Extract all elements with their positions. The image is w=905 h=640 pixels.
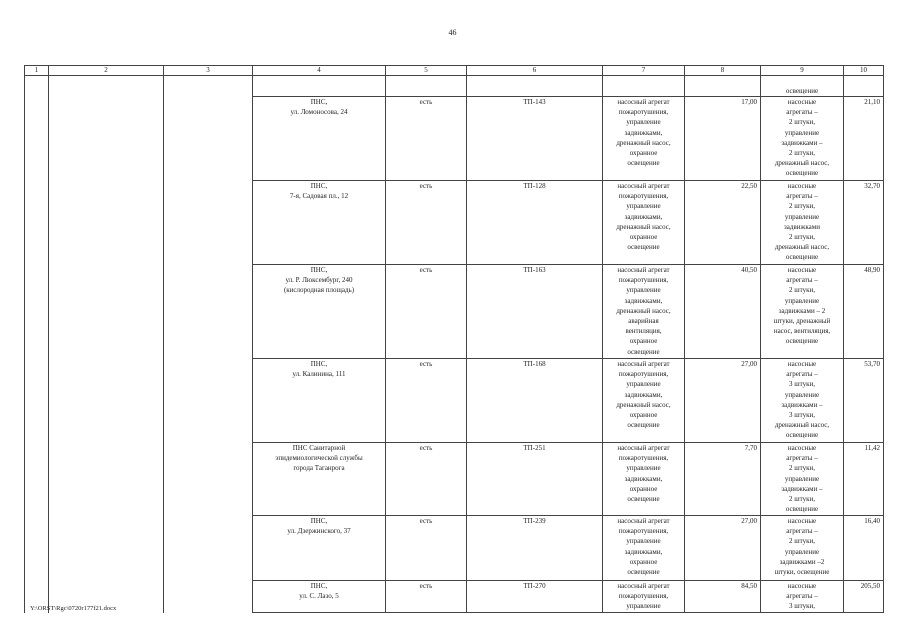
equipment-cell-line: пожаротушения, <box>618 276 669 285</box>
equipment-cell <box>603 359 685 443</box>
object-name-cell <box>253 443 386 516</box>
object-name-cell-line: ул. Ломоносова, 24 <box>290 108 348 117</box>
units-cell-line: агрегаты – <box>786 592 818 601</box>
units-cell-line: задвижками – <box>781 400 823 409</box>
equipment-cell-line: управление <box>626 118 661 127</box>
equipment-cell-line: задвижками, <box>624 296 663 305</box>
units-cell-line: агрегаты – <box>786 527 818 536</box>
units-cell-line: 3 штуки, <box>788 380 815 389</box>
equipment-cell-line: пожаротушения, <box>618 592 669 601</box>
equipment-cell-line: освещение <box>627 421 660 430</box>
units-cell <box>761 181 844 265</box>
substation-cell: ТП-168 <box>467 359 603 443</box>
power-cell: 40,50 <box>685 265 761 359</box>
value-cell: 32,70 <box>844 181 884 265</box>
units-cell-line: освещение <box>785 337 819 346</box>
units-cell-line: задвижками – <box>781 138 823 147</box>
presence-cell: есть <box>386 181 467 265</box>
units-cell-line: агрегаты – <box>786 192 818 201</box>
units-cell <box>761 359 844 443</box>
units-cell-line: насосные <box>787 360 817 368</box>
units-cell-line: 2 штуки, <box>788 149 815 158</box>
equipment-cell-line: управление <box>626 202 661 211</box>
units-cell-line: задвижками – 2 <box>778 306 826 315</box>
equipment-cell-line: охранное <box>629 411 658 420</box>
equipment-cell-line: охранное <box>629 337 658 346</box>
col-header-4: 4 <box>253 66 386 76</box>
units-cell-line: освещение <box>785 431 819 440</box>
power-cell: 7,70 <box>685 443 761 516</box>
units-cell <box>761 265 844 359</box>
equipment-cell-line: пожаротушения, <box>618 454 669 463</box>
equipment-cell-line: управление <box>626 602 661 611</box>
col-header-5: 5 <box>386 66 467 76</box>
value-cell: 11,42 <box>844 443 884 516</box>
equipment-cell-line: задвижками, <box>624 474 663 483</box>
units-cell-line: задвижками – <box>781 484 823 493</box>
object-name-cell <box>253 359 386 443</box>
value-cell: 48,90 <box>844 265 884 359</box>
units-cell-line: освещение <box>785 253 819 262</box>
equipment-cell-line: аварийная <box>628 317 659 326</box>
equipment-cell-line: освещение <box>627 159 660 168</box>
equipment-cell-line: дренажный насос, <box>616 306 671 315</box>
object-name-cell-line: ПНС, <box>310 517 328 525</box>
equipment-cell-line: пожаротушения, <box>618 192 669 201</box>
object-name-cell-line: ул. С. Лазо, 5 <box>299 592 339 601</box>
units-cell-line: управление <box>784 547 820 556</box>
object-name-cell-line: ПНС, <box>310 182 328 190</box>
cell-col6 <box>467 76 603 97</box>
equipment-cell-line: охранное <box>629 233 658 242</box>
equipment-cell-line: управление <box>626 286 661 295</box>
col-header-7: 7 <box>603 66 685 76</box>
object-name-cell-line: ул. Р. Люксембург, 240 <box>285 276 353 285</box>
cell-col2 <box>49 76 164 613</box>
units-cell-line: штуки, дренажный <box>773 317 831 326</box>
units-cell-line: 2 штуки, <box>788 537 815 546</box>
object-name-cell <box>253 181 386 265</box>
units-cell-line: 2 штуки, <box>788 495 815 504</box>
equipment-cell-line: насосный агрегат <box>617 98 670 106</box>
object-name-cell-line: эпидемиологической службы <box>275 454 363 463</box>
equipment-cell <box>603 265 685 359</box>
equipment-cell <box>603 181 685 265</box>
col-header-8: 8 <box>685 66 761 76</box>
object-name-cell <box>253 265 386 359</box>
equipment-cell-line: вентиляция, <box>625 327 662 336</box>
units-cell-line: агрегаты – <box>786 370 818 379</box>
units-cell-line: насосные <box>787 582 817 590</box>
units-cell-line: управление <box>784 474 820 483</box>
cell-col3 <box>164 76 253 613</box>
presence-cell: есть <box>386 359 467 443</box>
value-cell: 16,40 <box>844 516 884 581</box>
units-cell-line: агрегаты – <box>786 276 818 285</box>
units-cell-line: агрегаты – <box>786 454 818 463</box>
equipment-cell-line: пожаротушения, <box>618 370 669 379</box>
presence-cell: есть <box>386 443 467 516</box>
cell-col8 <box>685 76 761 97</box>
col-header-3: 3 <box>164 66 253 76</box>
power-cell: 84,50 <box>685 581 761 613</box>
equipment-cell-line: дренажный насос, <box>616 222 671 231</box>
units-cell <box>761 443 844 516</box>
equipment-cell-line: освещение <box>627 495 660 504</box>
units-cell <box>761 516 844 581</box>
equipment-cell <box>603 97 685 181</box>
presence-cell: есть <box>386 581 467 613</box>
units-cell-line: задвижками <box>784 222 820 231</box>
units-cell-line: насосные <box>787 266 817 274</box>
col-header-1: 1 <box>25 66 49 76</box>
units-cell-line: 2 штуки, <box>788 233 815 242</box>
units-cell-line: насосные <box>787 182 817 190</box>
object-name-cell <box>253 516 386 581</box>
col-header-10: 10 <box>844 66 884 76</box>
object-name-cell <box>253 581 386 613</box>
units-cell-line: насосные <box>787 98 817 106</box>
units-cell-line: управление <box>784 212 820 221</box>
units-cell-line: 3 штуки, <box>788 602 815 611</box>
continuation-row <box>25 76 884 97</box>
equipment-cell-line: задвижками, <box>624 212 663 221</box>
units-cell-line: 2 штуки, <box>788 464 815 473</box>
equipment-cell-line: освещение <box>627 347 660 356</box>
value-cell: 21,10 <box>844 97 884 181</box>
equipment-cell-line: насосный агрегат <box>617 266 670 274</box>
units-cell <box>761 97 844 181</box>
equipment-cell-line: управление <box>626 537 661 546</box>
substation-cell: ТП-239 <box>467 516 603 581</box>
units-cell-line: 2 штуки, <box>788 202 815 211</box>
object-name-cell-line: 7-я, Садовая пл., 12 <box>289 192 349 201</box>
value-cell: 53,70 <box>844 359 884 443</box>
equipment-cell <box>603 516 685 581</box>
substation-cell: ТП-270 <box>467 581 603 613</box>
cell-col10 <box>844 76 884 97</box>
power-cell: 22,50 <box>685 181 761 265</box>
units-cell-line: освещение <box>785 169 819 178</box>
equipment-cell-line: управление <box>626 380 661 389</box>
equipment-cell-line: охранное <box>629 484 658 493</box>
units-cell-line: дренажный насос, <box>774 243 830 252</box>
units-cell <box>761 581 844 613</box>
cell-col9: освещение <box>761 76 844 97</box>
units-cell-line: освещение <box>785 505 819 514</box>
units-cell-line: 2 штуки, <box>788 286 815 295</box>
equipment-cell-line: насосный агрегат <box>617 517 670 525</box>
equipment-cell-line: охранное <box>629 557 658 566</box>
units-cell-line: насосные <box>787 444 817 452</box>
units-cell-line: дренажный насос, <box>774 159 830 168</box>
equipment-cell-line: насосный агрегат <box>617 444 670 452</box>
cell-col7 <box>603 76 685 97</box>
page-number: 46 <box>448 28 457 37</box>
equipment-cell-line: управление <box>626 464 661 473</box>
units-cell-line: агрегаты – <box>786 108 818 117</box>
power-cell: 17,00 <box>685 97 761 181</box>
substation-cell: ТП-163 <box>467 265 603 359</box>
equipment-cell-line: задвижками, <box>624 390 663 399</box>
object-name-cell-line: ул. Дзержинского, 37 <box>287 527 351 536</box>
units-cell-line: насос, вентиляция, <box>773 327 831 336</box>
cell-col1 <box>25 76 49 613</box>
substation-cell: ТП-128 <box>467 181 603 265</box>
object-name-cell <box>253 97 386 181</box>
object-name-cell-line: ПНС, <box>310 360 328 368</box>
units-cell-line: штуки, освещение <box>774 568 830 577</box>
equipment-cell-line: насосный агрегат <box>617 582 670 590</box>
equipment-cell-line: пожаротушения, <box>618 108 669 117</box>
header-row <box>25 66 884 76</box>
power-cell: 27,00 <box>685 516 761 581</box>
data-table <box>24 65 884 613</box>
value-cell: 205,50 <box>844 581 884 613</box>
presence-cell: есть <box>386 516 467 581</box>
equipment-cell-line: задвижками, <box>624 547 663 556</box>
equipment-cell-line: освещение <box>627 568 660 577</box>
units-cell-line: управление <box>784 296 820 305</box>
object-name-cell-line: города Таганрога <box>293 464 345 473</box>
substation-cell: ТП-143 <box>467 97 603 181</box>
object-name-cell-line: ПНС, <box>310 582 328 590</box>
equipment-cell-line: насосный агрегат <box>617 182 670 190</box>
object-name-cell-line: ПНС, <box>310 266 328 274</box>
units-cell-line: управление <box>784 390 820 399</box>
units-cell-line: дренажный насос, <box>774 421 830 430</box>
object-name-cell-line: ПНС Санитарной <box>292 444 346 452</box>
equipment-cell-line: охранное <box>629 149 658 158</box>
equipment-cell-line: пожаротушения, <box>618 527 669 536</box>
col-header-9: 9 <box>761 66 844 76</box>
power-cell: 27,00 <box>685 359 761 443</box>
col-header-6: 6 <box>467 66 603 76</box>
equipment-cell-line: насосный агрегат <box>617 360 670 368</box>
units-cell-line: 3 штуки, <box>788 411 815 420</box>
equipment-cell-line: дренажный насос, <box>616 400 671 409</box>
cell-col5 <box>386 76 467 97</box>
equipment-cell <box>603 443 685 516</box>
substation-cell: ТП-251 <box>467 443 603 516</box>
footer-file-path: Y:\ORST\Rgc\0720r177f21.docx <box>30 605 117 612</box>
object-name-cell-line: ул. Калинина, 111 <box>292 370 346 379</box>
units-cell-line: 2 штуки, <box>788 118 815 127</box>
presence-cell: есть <box>386 265 467 359</box>
equipment-cell-line: задвижками, <box>624 128 663 137</box>
equipment-cell-line: освещение <box>627 243 660 252</box>
object-name-cell-line: ПНС, <box>310 98 328 106</box>
col-header-2: 2 <box>49 66 164 76</box>
cell-col4 <box>253 76 386 97</box>
object-name-cell-line: (кислородная площадь) <box>283 286 355 295</box>
units-cell-line: задвижками –2 <box>779 557 825 566</box>
presence-cell: есть <box>386 97 467 181</box>
equipment-cell <box>603 581 685 613</box>
units-cell-line: управление <box>784 128 820 137</box>
equipment-cell-line: дренажный насос, <box>616 138 671 147</box>
units-cell-line: насосные <box>787 517 817 525</box>
